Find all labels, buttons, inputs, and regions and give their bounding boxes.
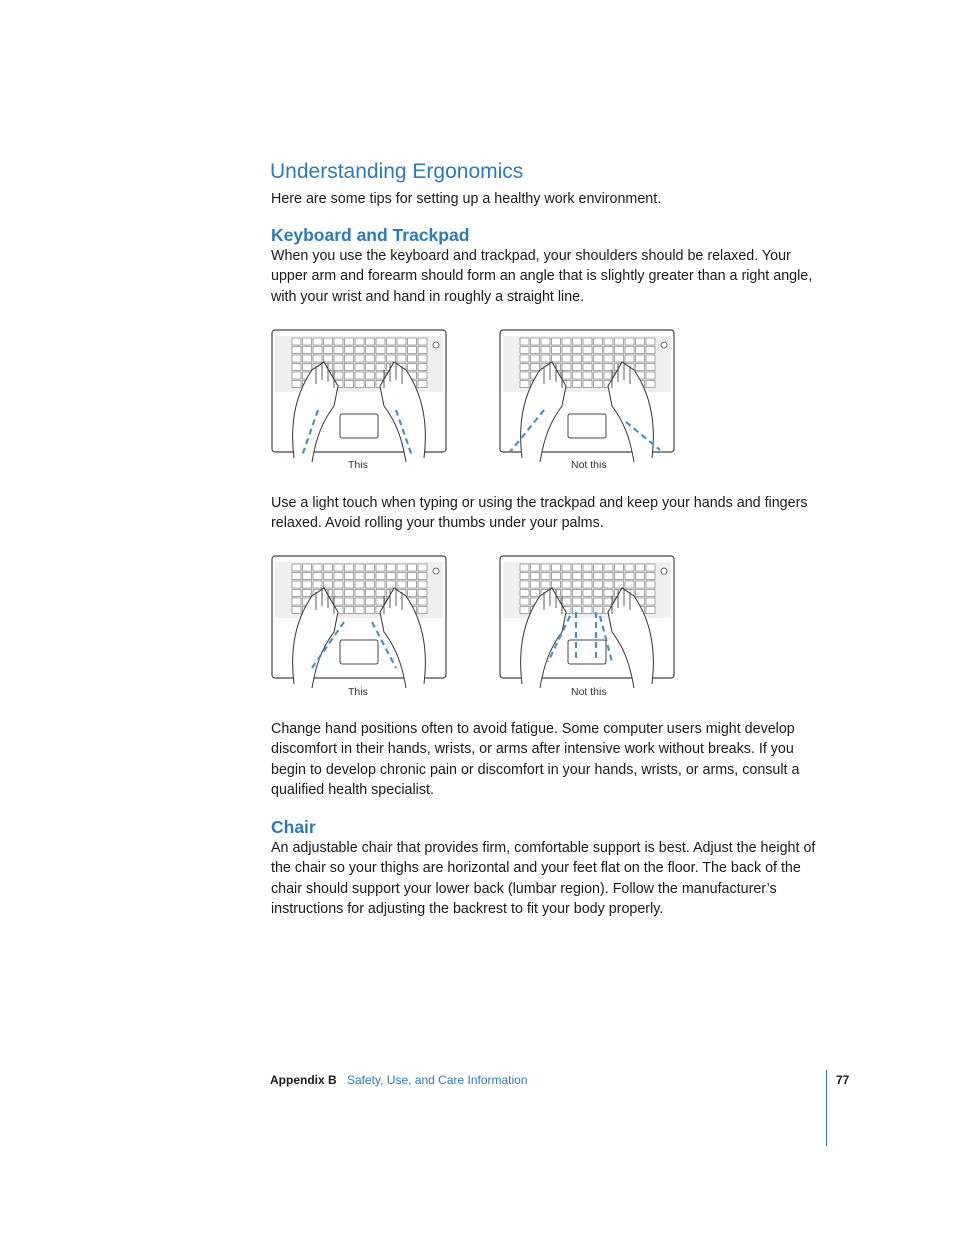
- key: [604, 573, 613, 580]
- key: [355, 590, 364, 597]
- key: [376, 355, 385, 362]
- key: [345, 581, 354, 588]
- key: [531, 347, 540, 354]
- key: [520, 598, 529, 605]
- key: [366, 590, 375, 597]
- key: [324, 581, 333, 588]
- key: [625, 581, 634, 588]
- key: [636, 338, 645, 345]
- key: [387, 564, 396, 571]
- key: [418, 564, 427, 571]
- key: [418, 581, 427, 588]
- key: [615, 347, 624, 354]
- key: [366, 364, 375, 371]
- key: [387, 347, 396, 354]
- key: [541, 564, 550, 571]
- key: [376, 347, 385, 354]
- trackpad: [340, 414, 378, 438]
- key: [324, 573, 333, 580]
- key: [594, 598, 603, 605]
- keyboard-paragraph-3: Change hand positions often to avoid fatigue. Some computer users might develop discomfort in their hands, wrists, or arms after intensive work without breaks. If you begin to develop chronic pain or discomfort in your hands, wrists, or arms, consult a qualified health specialist.: [271, 721, 800, 798]
- key: [366, 607, 375, 614]
- key: [562, 590, 571, 597]
- key: [334, 581, 343, 588]
- key: [615, 355, 624, 362]
- key: [408, 355, 417, 362]
- key: [583, 364, 592, 371]
- key: [324, 355, 333, 362]
- key: [583, 372, 592, 379]
- key: [334, 590, 343, 597]
- key: [573, 372, 582, 379]
- key: [334, 598, 343, 605]
- key: [625, 347, 634, 354]
- key: [562, 364, 571, 371]
- key: [520, 590, 529, 597]
- key: [573, 381, 582, 388]
- trackpad: [568, 414, 606, 438]
- key: [573, 338, 582, 345]
- key: [583, 581, 592, 588]
- key: [418, 607, 427, 614]
- key: [604, 355, 613, 362]
- key: [408, 581, 417, 588]
- key: [625, 355, 634, 362]
- key: [583, 381, 592, 388]
- keyboard-paragraph-1: When you use the keyboard and trackpad, your shoulders should be relaxed. Your upper arm and forearm should form an angle that is slightly greater than a right angle, with your wrist and hand in roughly a straight line.: [271, 248, 813, 305]
- key: [552, 338, 561, 345]
- key: [418, 598, 427, 605]
- key: [520, 381, 529, 388]
- key: [292, 347, 301, 354]
- key: [646, 372, 655, 379]
- key: [636, 355, 645, 362]
- key: [313, 581, 322, 588]
- key: [408, 364, 417, 371]
- key: [313, 355, 322, 362]
- key: [594, 590, 603, 597]
- key: [520, 573, 529, 580]
- power-button-icon: [661, 568, 667, 574]
- key: [646, 581, 655, 588]
- key: [520, 347, 529, 354]
- key: [397, 338, 406, 345]
- key: [583, 573, 592, 580]
- key: [345, 590, 354, 597]
- key: [646, 364, 655, 371]
- key: [334, 338, 343, 345]
- key: [520, 338, 529, 345]
- key: [594, 573, 603, 580]
- key: [646, 347, 655, 354]
- key: [418, 364, 427, 371]
- key: [303, 355, 312, 362]
- key: [615, 573, 624, 580]
- key: [345, 598, 354, 605]
- key: [397, 573, 406, 580]
- key: [615, 581, 624, 588]
- key: [636, 590, 645, 597]
- key: [313, 347, 322, 354]
- key: [334, 347, 343, 354]
- key: [376, 573, 385, 580]
- key: [562, 573, 571, 580]
- footer-appendix-title: Safety, Use, and Care Information: [347, 1073, 528, 1087]
- key: [604, 564, 613, 571]
- chair-paragraph: An adjustable chair that provides firm, comfortable support is best. Adjust the height of the chair so your thighs are horizontal and your feet flat on the floor. The back of the chair should support your lower back (lumbar region). Follow the manufacturer’s instructions for adjusting the backrest to fit your body properly.: [271, 840, 816, 917]
- key: [604, 581, 613, 588]
- key: [583, 347, 592, 354]
- key: [552, 347, 561, 354]
- key: [334, 564, 343, 571]
- key: [646, 598, 655, 605]
- key: [397, 581, 406, 588]
- key: [303, 590, 312, 597]
- key: [303, 338, 312, 345]
- key: [583, 607, 592, 614]
- key: [408, 347, 417, 354]
- key: [366, 564, 375, 571]
- key: [520, 372, 529, 379]
- section-title-chair: Chair: [271, 817, 316, 837]
- key: [583, 338, 592, 345]
- key: [355, 364, 364, 371]
- power-button-icon: [661, 342, 667, 348]
- key: [397, 564, 406, 571]
- key: [541, 347, 550, 354]
- key: [604, 590, 613, 597]
- key: [531, 581, 540, 588]
- key: [355, 598, 364, 605]
- key: [324, 347, 333, 354]
- key: [531, 338, 540, 345]
- key: [376, 564, 385, 571]
- key: [562, 581, 571, 588]
- key: [292, 338, 301, 345]
- key: [397, 347, 406, 354]
- key: [345, 573, 354, 580]
- key: [292, 364, 301, 371]
- key: [646, 338, 655, 345]
- key: [292, 564, 301, 571]
- key: [541, 581, 550, 588]
- key: [594, 381, 603, 388]
- key: [366, 573, 375, 580]
- key: [573, 564, 582, 571]
- key: [366, 581, 375, 588]
- key: [573, 598, 582, 605]
- key: [562, 598, 571, 605]
- key: [387, 573, 396, 580]
- key: [604, 364, 613, 371]
- key: [313, 564, 322, 571]
- key: [636, 564, 645, 571]
- key: [541, 355, 550, 362]
- key: [355, 381, 364, 388]
- key: [531, 590, 540, 597]
- key: [594, 372, 603, 379]
- key: [366, 338, 375, 345]
- key: [313, 338, 322, 345]
- footer-appendix-label: Appendix B: [270, 1073, 337, 1087]
- figure-caption: Not this: [571, 686, 607, 698]
- key: [418, 338, 427, 345]
- key: [387, 581, 396, 588]
- key: [594, 607, 603, 614]
- key: [292, 355, 301, 362]
- key: [303, 581, 312, 588]
- key: [552, 573, 561, 580]
- key: [355, 607, 364, 614]
- key: [355, 372, 364, 379]
- key: [594, 338, 603, 345]
- key: [594, 355, 603, 362]
- key: [303, 564, 312, 571]
- key: [376, 581, 385, 588]
- key: [355, 338, 364, 345]
- key: [646, 607, 655, 614]
- key: [583, 355, 592, 362]
- key: [562, 338, 571, 345]
- key: [355, 347, 364, 354]
- intro-text: Here are some tips for setting up a healthy work environment.: [271, 191, 662, 207]
- key: [615, 338, 624, 345]
- key: [387, 355, 396, 362]
- key: [303, 347, 312, 354]
- key: [418, 590, 427, 597]
- key: [541, 573, 550, 580]
- key: [334, 573, 343, 580]
- key: [531, 573, 540, 580]
- key: [366, 372, 375, 379]
- power-button-icon: [433, 342, 439, 348]
- key: [324, 338, 333, 345]
- figure-keyboard-incorrect-2: [476, 552, 694, 702]
- key: [324, 564, 333, 571]
- key: [334, 364, 343, 371]
- key: [573, 347, 582, 354]
- key: [646, 381, 655, 388]
- key: [583, 564, 592, 571]
- key: [520, 564, 529, 571]
- key: [292, 381, 301, 388]
- key: [345, 607, 354, 614]
- key: [594, 364, 603, 371]
- keyboard-paragraph-2: Use a light touch when typing or using the trackpad and keep your hands and fingers relaxed. Avoid rolling your thumbs under your palms.: [271, 495, 808, 532]
- key: [376, 338, 385, 345]
- key: [366, 381, 375, 388]
- key: [418, 347, 427, 354]
- key: [408, 564, 417, 571]
- page-number: 77: [836, 1073, 850, 1087]
- key: [541, 338, 550, 345]
- key: [366, 355, 375, 362]
- key: [376, 590, 385, 597]
- key: [552, 355, 561, 362]
- key: [303, 573, 312, 580]
- key: [334, 355, 343, 362]
- key: [625, 338, 634, 345]
- key: [531, 364, 540, 371]
- key: [552, 581, 561, 588]
- key: [418, 573, 427, 580]
- key: [636, 581, 645, 588]
- key: [520, 364, 529, 371]
- key: [583, 598, 592, 605]
- key: [355, 564, 364, 571]
- key: [636, 347, 645, 354]
- key: [292, 372, 301, 379]
- key: [397, 355, 406, 362]
- figure-caption: This: [348, 459, 368, 471]
- figure-caption: Not this: [571, 459, 607, 471]
- key: [531, 355, 540, 362]
- key: [552, 564, 561, 571]
- figure-keyboard-correct-1: [268, 326, 450, 476]
- key: [646, 573, 655, 580]
- key: [636, 364, 645, 371]
- key: [355, 355, 364, 362]
- power-button-icon: [433, 568, 439, 574]
- figure-keyboard-correct-2: [268, 552, 450, 702]
- key: [355, 573, 364, 580]
- section-title-keyboard: Keyboard and Trackpad: [271, 225, 470, 245]
- trackpad: [568, 640, 606, 664]
- key: [418, 381, 427, 388]
- key: [334, 372, 343, 379]
- key: [366, 347, 375, 354]
- key: [366, 598, 375, 605]
- key: [583, 590, 592, 597]
- key: [625, 564, 634, 571]
- key: [408, 573, 417, 580]
- key: [625, 573, 634, 580]
- key: [646, 355, 655, 362]
- figure-caption: This: [348, 686, 368, 698]
- key: [418, 372, 427, 379]
- key: [573, 355, 582, 362]
- key: [604, 338, 613, 345]
- key: [520, 581, 529, 588]
- key: [345, 372, 354, 379]
- footer-divider: [826, 1070, 827, 1146]
- key: [345, 347, 354, 354]
- key: [615, 564, 624, 571]
- key: [562, 372, 571, 379]
- key: [303, 364, 312, 371]
- key: [520, 607, 529, 614]
- key: [292, 573, 301, 580]
- key: [604, 347, 613, 354]
- key: [345, 338, 354, 345]
- key: [345, 564, 354, 571]
- key: [292, 607, 301, 614]
- key: [573, 573, 582, 580]
- key: [562, 564, 571, 571]
- key: [292, 598, 301, 605]
- key: [418, 355, 427, 362]
- key: [594, 347, 603, 354]
- key: [313, 573, 322, 580]
- key: [387, 338, 396, 345]
- key: [531, 564, 540, 571]
- key: [636, 573, 645, 580]
- key: [345, 381, 354, 388]
- key: [573, 590, 582, 597]
- trackpad: [340, 640, 378, 664]
- key: [292, 581, 301, 588]
- key: [562, 347, 571, 354]
- key: [355, 581, 364, 588]
- key: [594, 581, 603, 588]
- page-heading: Understanding Ergonomics: [270, 160, 524, 183]
- key: [408, 590, 417, 597]
- key: [573, 364, 582, 371]
- key: [646, 590, 655, 597]
- key: [376, 364, 385, 371]
- key: [345, 355, 354, 362]
- key: [520, 355, 529, 362]
- key: [562, 355, 571, 362]
- key: [292, 590, 301, 597]
- key: [573, 581, 582, 588]
- key: [594, 564, 603, 571]
- key: [408, 338, 417, 345]
- figure-keyboard-incorrect-1: [476, 326, 694, 476]
- key: [345, 364, 354, 371]
- key: [646, 564, 655, 571]
